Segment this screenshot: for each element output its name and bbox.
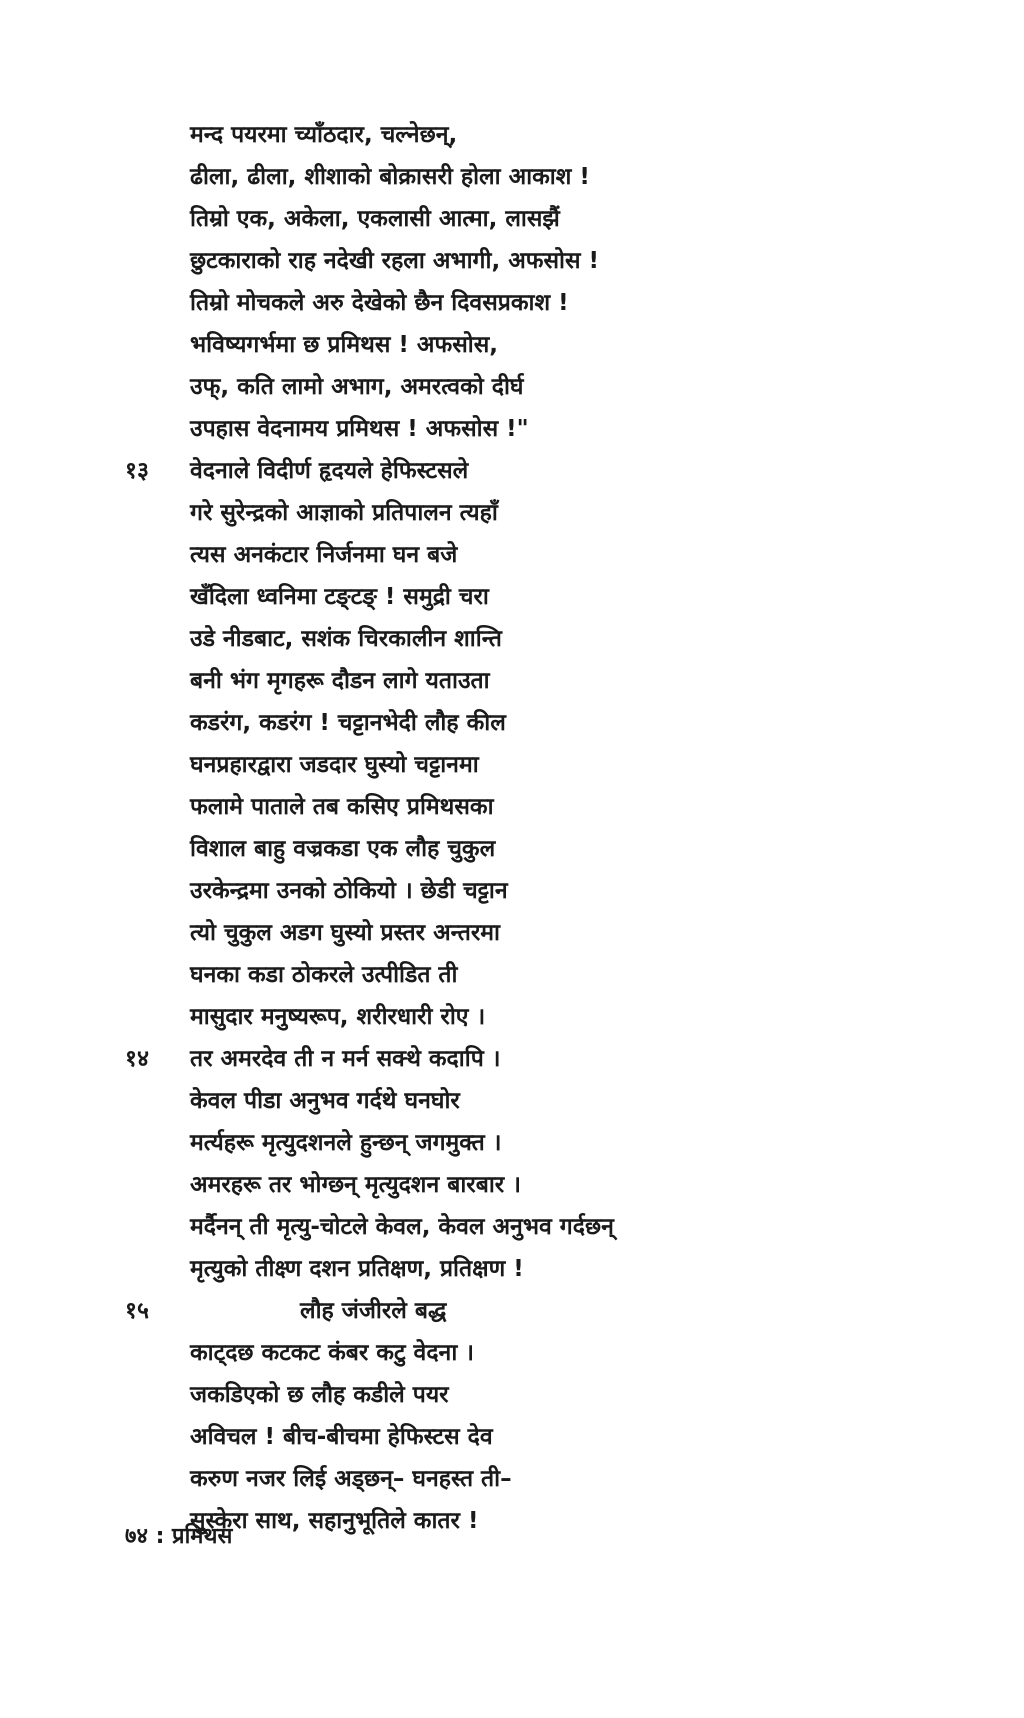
verse-line: विशाल बाहु वज्रकडा एक लौह चुकुल — [190, 836, 496, 862]
verse-line: मृत्युको तीक्ष्ण दशन प्रतिक्षण, प्रतिक्षण ! — [190, 1256, 524, 1282]
verse-line: सुस्केरा साथ, सहानुभूतिले कातर ! — [190, 1508, 479, 1534]
stanza-15 — [0, 1290, 1024, 1542]
verse-line: तिम्रो मोचकले अरु देखेको छैन दिवसप्रकाश ! — [190, 290, 569, 316]
verse-line: काट्दछ कटकट कंबर कटु वेदना । — [190, 1340, 474, 1366]
verse-line: बनी भंग मृगहरू दौडन लागे यताउता — [190, 668, 490, 694]
verse-line: गरे सुरेन्द्रको आज्ञाको प्रतिपालन त्यहाँ — [190, 500, 498, 526]
verse-line: मर्त्यहरू मृत्युदशनले हुन्छन् जगमुक्त । — [190, 1130, 502, 1156]
verse-line: उरकेन्द्रमा उनको ठोकियो । छेडी चट्टान — [190, 878, 508, 904]
stanza-number: १३ — [125, 458, 149, 484]
verse-line: केवल पीडा अनुभव गर्दथे घनघोर — [190, 1088, 460, 1114]
verse-line: उफ्, कति लामो अभाग, अमरत्वको दीर्घ — [190, 374, 524, 400]
verse-line: उपहास वेदनामय प्रमिथस ! अफसोस !" — [190, 416, 529, 442]
page-footer — [125, 1520, 232, 1550]
page-number: ७४ — [125, 1524, 148, 1549]
verse-line: मासुदार मनुष्यरूप, शरीरधारी रोए । — [190, 1004, 486, 1030]
verse-line: तर अमरदेव ती न मर्न सक्थे कदापि । — [190, 1046, 501, 1072]
stanza-14 — [0, 1038, 1024, 1290]
verse-line: कडरंग, कडरंग ! चट्टानभेदी लौह कील — [190, 710, 506, 736]
stanza-13 — [0, 450, 1024, 1038]
book-title: प्रमिथस — [172, 1524, 233, 1549]
verse-line: मन्द पयरमा च्याँठदार, चल्नेछन्, — [190, 122, 458, 148]
verse-line: छुटकाराको राह नदेखी रहला अभागी, अफसोस ! — [190, 248, 600, 274]
verse-line: अविचल ! बीच-बीचमा हेफिस्टस देव — [190, 1424, 493, 1450]
verse-line: त्यस अनकंटार निर्जनमा घन बजे — [190, 542, 458, 568]
verse-line: मर्दैनन् ती मृत्यु-चोटले केवल, केवल अनुभव गर्दछन् — [190, 1214, 614, 1240]
verse-line: भविष्यगर्भमा छ प्रमिथस ! अफसोस, — [190, 332, 499, 358]
stanza-number: १५ — [125, 1298, 149, 1324]
verse-line: ढीला, ढीला, शीशाको बोक्रासरी होला आकाश ! — [190, 164, 590, 190]
verse-line: तिम्रो एक, अकेला, एकलासी आत्मा, लासझैं — [190, 206, 560, 232]
verse-line: लौह जंजीरले बद्ध — [300, 1298, 447, 1324]
verse-line: वेदनाले विदीर्ण हृदयले हेफिस्टसले — [190, 458, 469, 484]
verse-line: जकडिएको छ लौह कडीले पयर — [190, 1382, 449, 1408]
verse-line: खँदिला ध्वनिमा टङ्टङ् ! समुद्री चरा — [190, 584, 489, 610]
verse-line: घनका कडा ठोकरले उत्पीडित ती — [190, 962, 458, 988]
verse-line: फलामे पाताले तब कसिए प्रमिथसका — [190, 794, 494, 820]
verse-line: करुण नजर लिई अड्छन्– घनहस्त ती– — [190, 1466, 512, 1492]
stanza-continuation — [0, 114, 1024, 450]
verse-line: त्यो चुकुल अडग घुस्यो प्रस्तर अन्तरमा — [190, 920, 500, 946]
verse-line: घनप्रहारद्वारा जडदार घुस्यो चट्टानमा — [190, 752, 479, 778]
verse-line: अमरहरू तर भोग्छन् मृत्युदशन बारबार । — [190, 1172, 521, 1198]
stanza-number: १४ — [125, 1046, 149, 1072]
footer-separator: : — [155, 1524, 165, 1549]
verse-line: उडे नीडबाट, सशंक चिरकालीन शान्ति — [190, 626, 502, 652]
